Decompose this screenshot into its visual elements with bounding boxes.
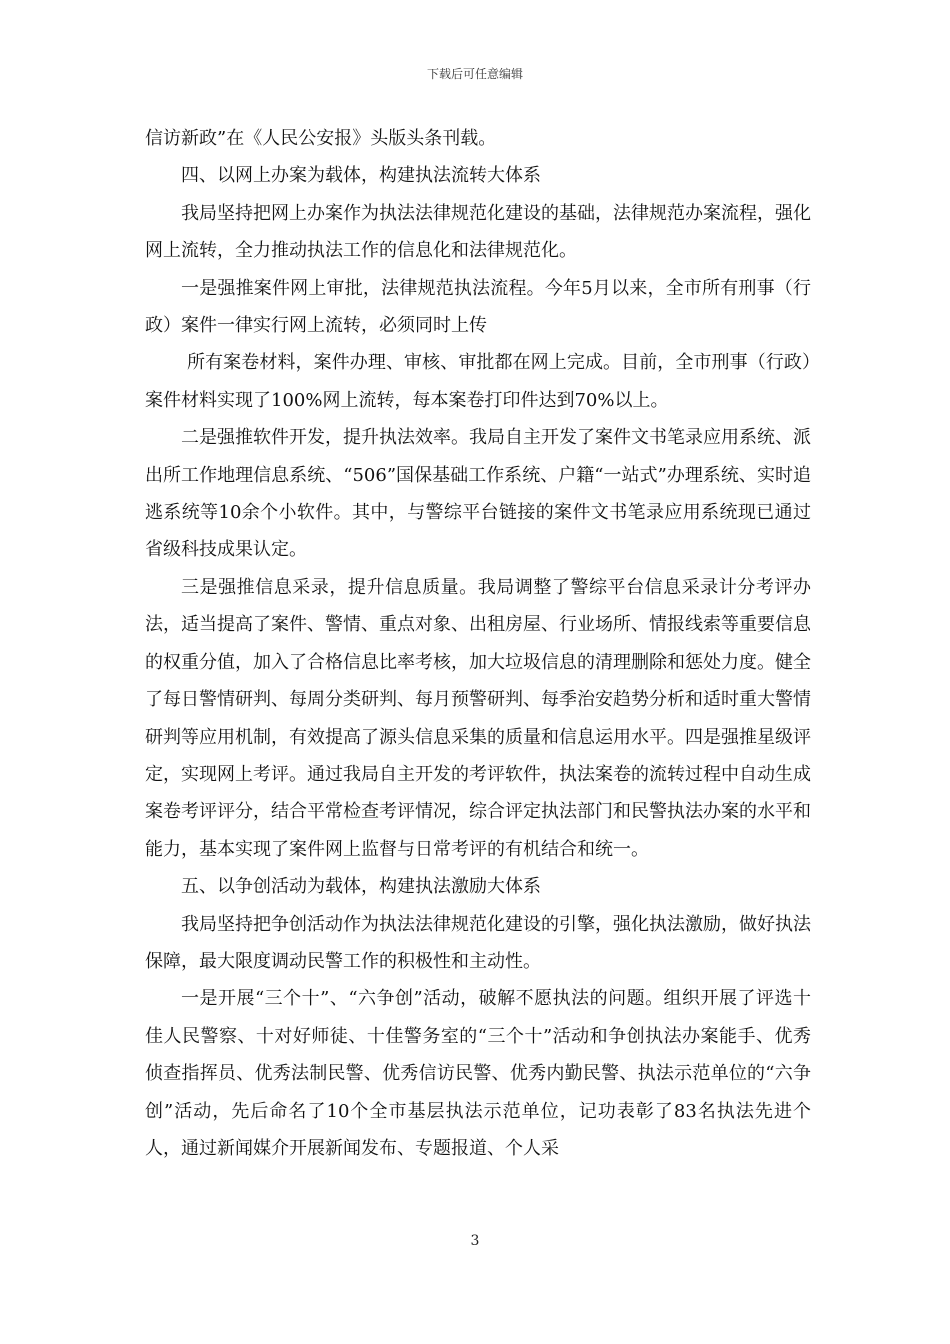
page-number: 3 [470, 1233, 480, 1249]
section-heading-4: 四、以网上办案为载体，构建执法流转大体系 [181, 165, 541, 187]
paragraph-case-materials: 所有案卷材料，案件办理、审核、审批都在网上完成。目前，全市刑事（行政）案件材料实现了100%网上流转，每本案卷打印件达到70%以上。 [145, 352, 811, 411]
document-body [145, 120, 811, 1167]
paragraph-information-collection: 三是强推信息采录，提升信息质量。我局调整了警综平台信息采录计分考评办法，适当提高了案件、警情、重点对象、出租房屋、行业场所、情报线索等重要信息的权重分值，加入了合格信息比率考核，加大垃圾信息的清理删除和惩处力度。健全了每日警情研判、每周分类研判、每月预警研判、每季治安趋势分析和适时重大警情研判等应用机制，有效提高了源头信息采集的质量和信息运用水平。四是强推星级评定，实现网上考评。通过我局自主开发的考评软件，执法案卷的流转过程中自动生成案卷考评评分，结合平常检查考评情况，综合评定执法部门和民警执法办案的水平和能力，基本实现了案件网上监督与日常考评的有机结合和统一。 [145, 576, 811, 860]
paragraph-online-approval: 一是强推案件网上审批，法律规范执法流程。今年5月以来，全市所有刑事（行政）案件一律实行网上流转，必须同时上传 [145, 277, 811, 337]
paragraph-software-development: 二是强推软件开发，提升执法效率。我局自主开发了案件文书笔录应用系统、派出所工作地理信息系统、“506”国保基础工作系统、户籍“一站式”办理系统、实时追逃系统等10余个小软件。其中，与警综平台链接的案件文书笔录应用系统现已通过省级科技成果认定。 [145, 427, 811, 561]
paragraph-intro-online-cases: 我局坚持把网上办案作为执法法律规范化建设的基础，法律规范办案流程，强化网上流转，全力推动执法工作的信息化和法律规范化。 [145, 202, 811, 262]
paragraph-activities: 一是开展“三个十”、“六争创”活动，破解不愿执法的问题。组织开展了评选十佳人民警察、十对好师徒、十佳警务室的“三个十”活动和争创执法办案能手、优秀侦查指挥员、优秀法制民警、优秀信访民警、优秀内勤民警、执法示范单位的“六争创”活动，先后命名了10个全市基层执法示范单位，记功表彰了83名执法先进个人，通过新闻媒介开展新闻发布、专题报道、个人采 [145, 988, 811, 1159]
page-header: 下载后可任意编辑 [426, 67, 523, 81]
paragraph-intro-competition: 我局坚持把争创活动作为执法法律规范化建设的引擎，强化执法激励，做好执法保障，最大限度调动民警工作的积极性和主动性。 [145, 913, 811, 972]
section-heading-5: 五、以争创活动为载体，构建执法激励大体系 [181, 876, 541, 898]
paragraph-continuation: 信访新政”在《人民公安报》头版头条刊载。 [145, 128, 497, 149]
